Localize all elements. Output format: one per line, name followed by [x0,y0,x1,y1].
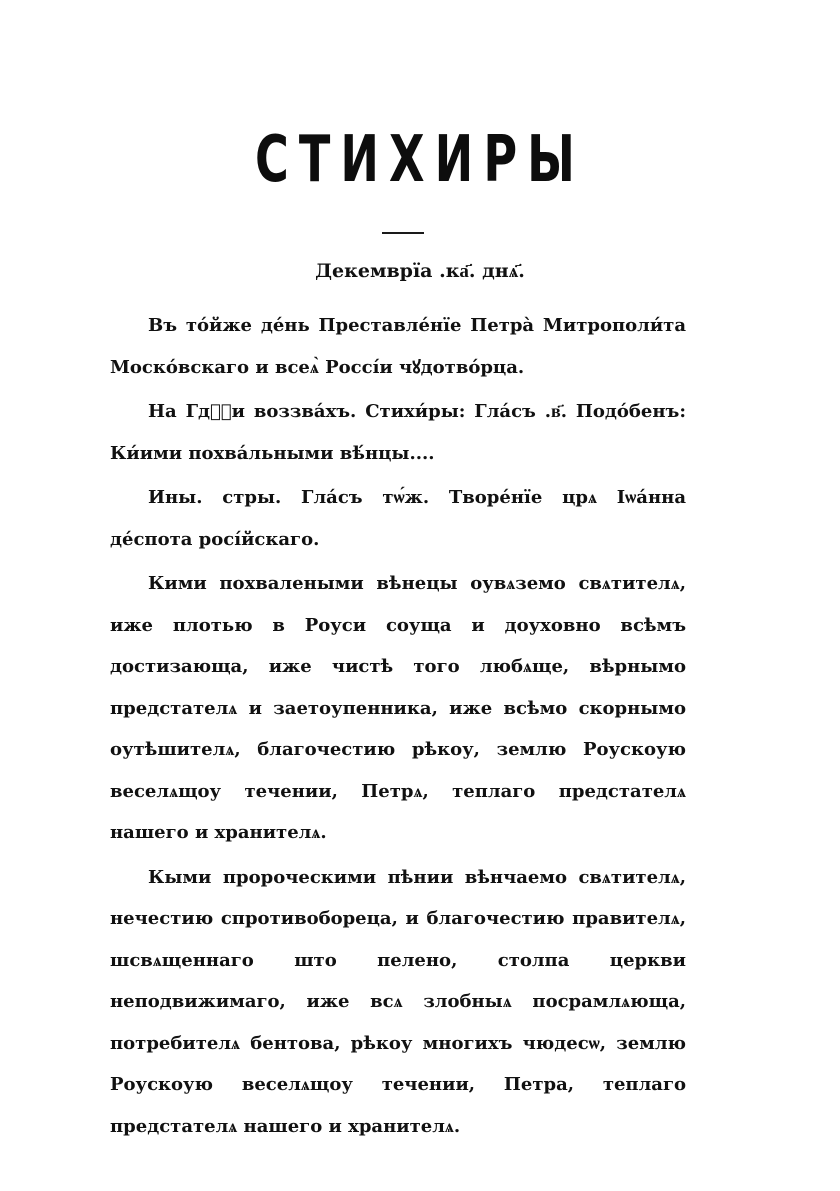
paragraph-intro: Въ то́йже де́нь Преставле́нїе Петра̀ Митрополи́та Моско́вскаго и всеѧ̀ Россі́и чꙋдотво́рца. [110,315,686,378]
body-text [110,305,686,1150]
paragraph-vozvah: На Гдⷭ҇и воззва́хъ. Стихи́ры: Гла́съ .в҃. Подо́бенъ: Ки́ими похва́льными вѣ́нцы.... [110,401,686,464]
title-divider [382,232,424,234]
date-heading: Декемврїа .ка҃. днѧ҃. [315,260,525,282]
paragraph-sticheron-2: Кыми пророческими пѣнии вѣнчаемо свѧтителѧ, нечестию спротивоборецa, и благочестию правителѧ, шсвѧщеннаго што пелено, столпа церкви неподвижимаго, иже всѧ злобныѧ посрамлѧюща, потребителѧ бентова, рѣкоу многихъ чюдесѡ, землю Роускоую веселѧщоу течении, Петра, теплаго предстателѧ нашего и хранителѧ. [110,866,686,1137]
paragraph-sticheron-1: Кими похвалеными вѣнецы оувѧземо свѧтителѧ, иже плотью в Роуси соуща и доуховно всѣмъ достизающа, иже чистѣ того любѧще, вѣрнымо предстателѧ и заетоупенника, иже всѣмо скорнымо оутѣшителѧ, благочестию рѣкоу, землю Роускоую веселѧщоу течении, Петрѧ, теплаго предстателѧ нашего и хранителѧ. [110,573,686,843]
page-title: СТИХИРЫ [255,123,585,197]
paragraph-other-stichera: Ины. стры. Гла́съ тѡ́ж. Творе́нїе црѧ Іѡа́нна де́спота росі́йскаго. [110,487,686,550]
